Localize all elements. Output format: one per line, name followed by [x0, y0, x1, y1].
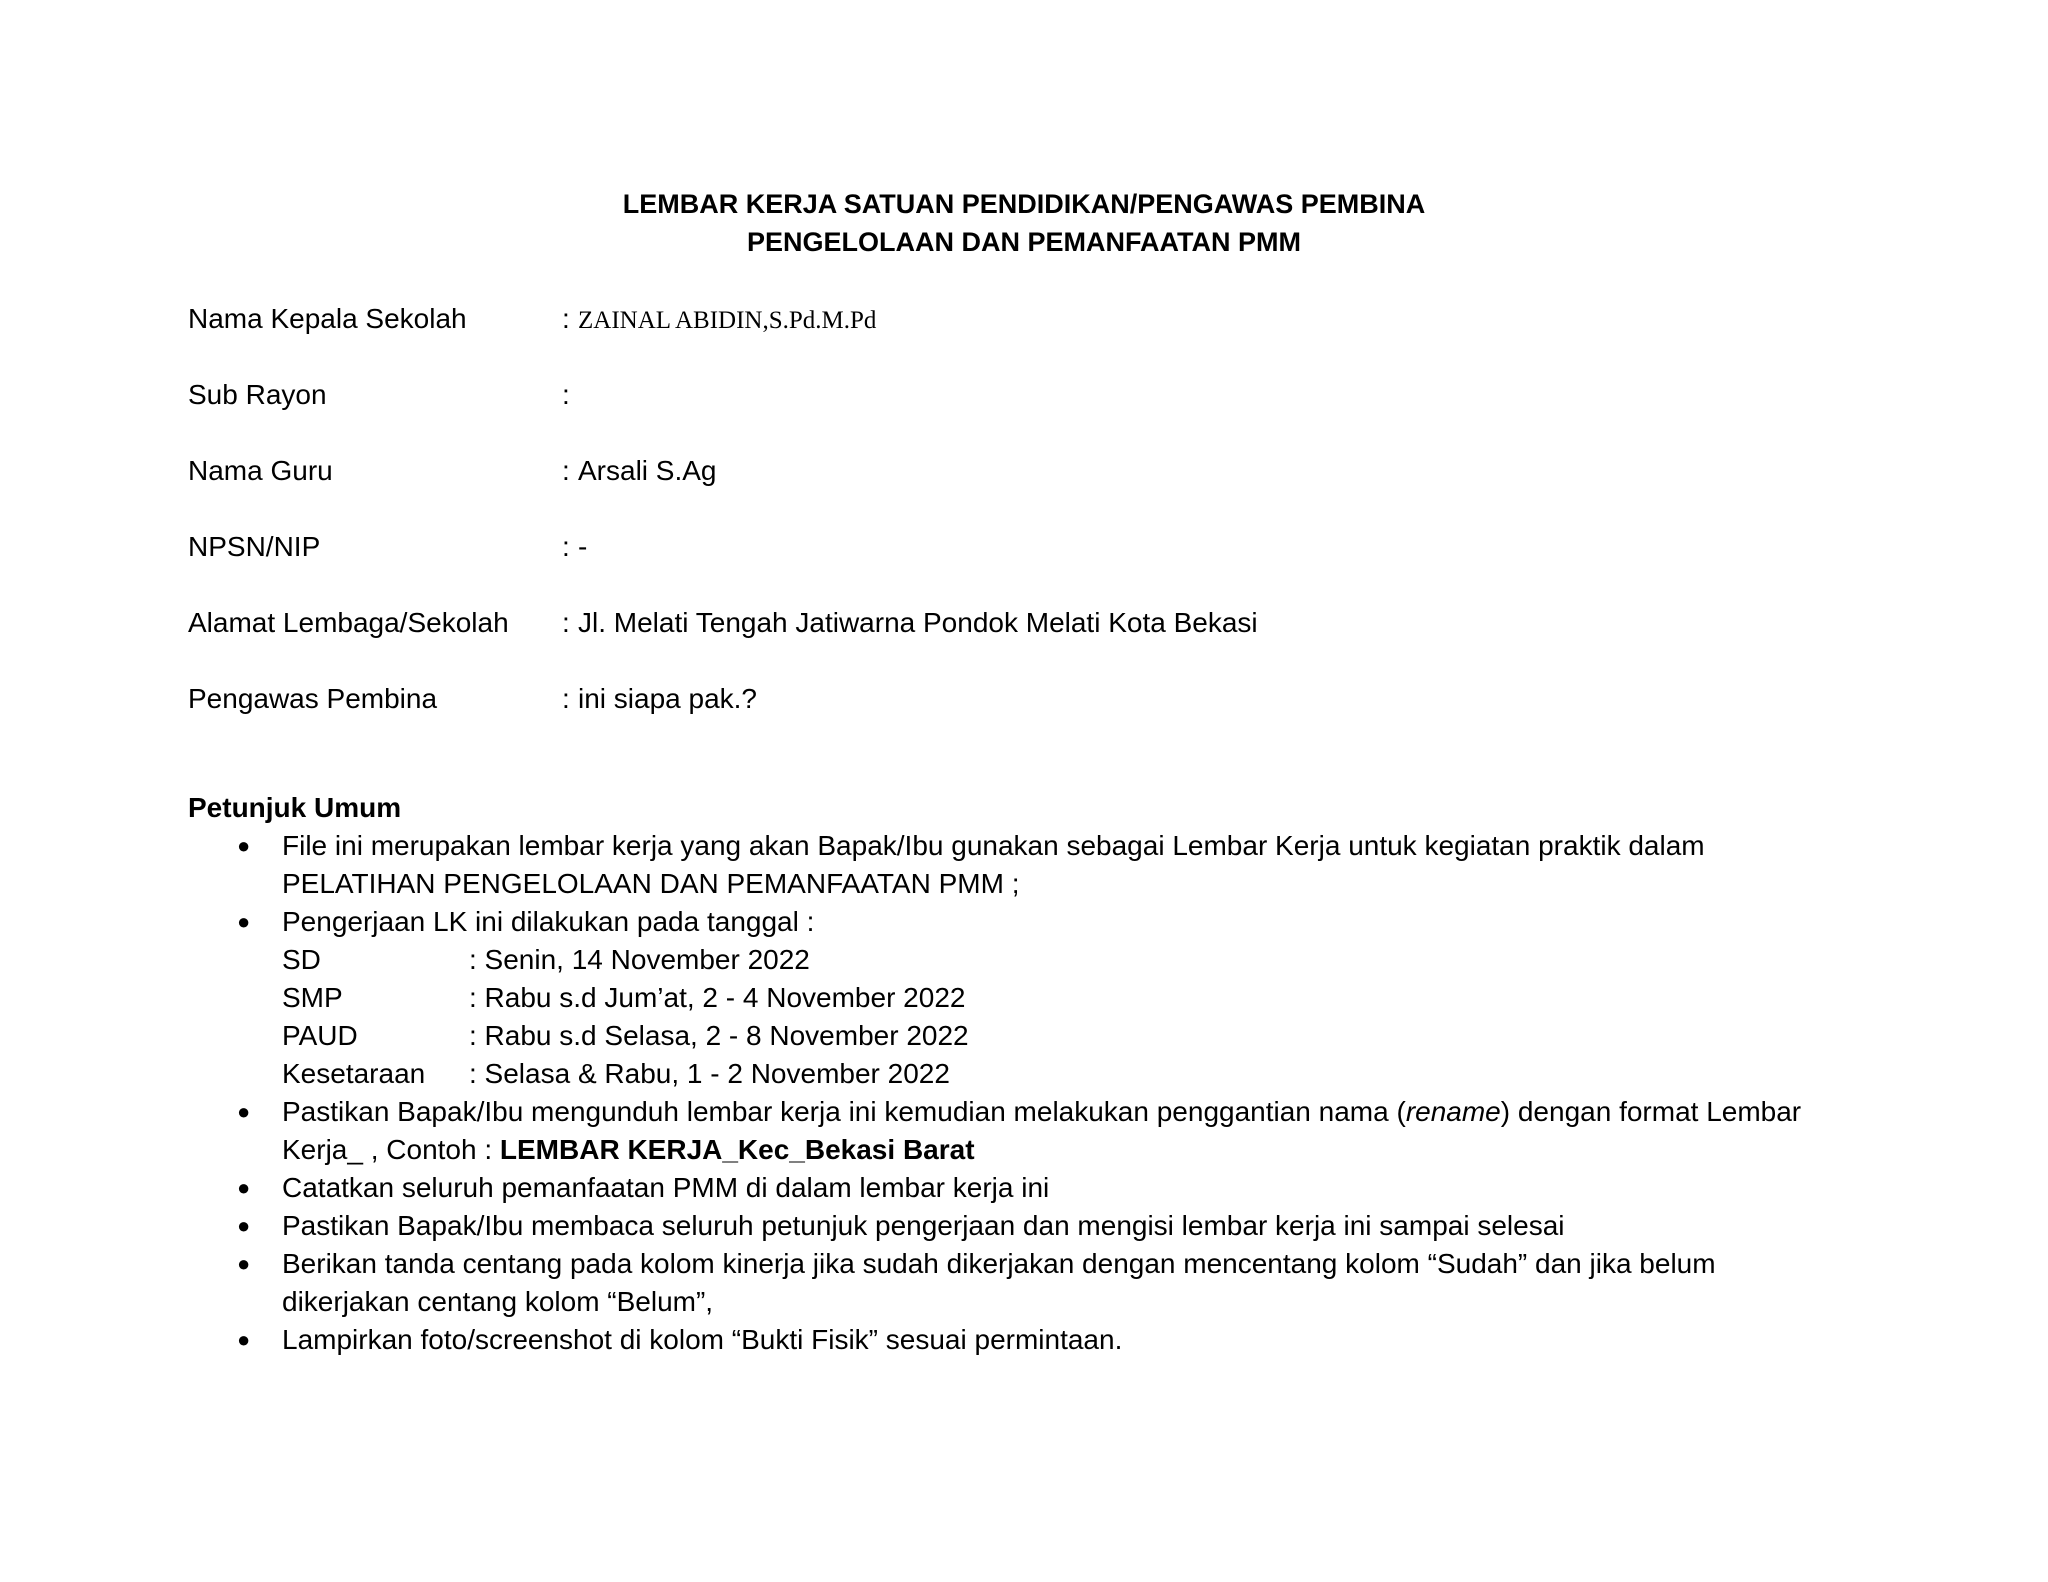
- bullet-icon: ●: [237, 1099, 251, 1124]
- document-title-line1: LEMBAR KERJA SATUAN PENDIDIKAN/PENGAWAS PEMBINA: [622, 189, 1426, 219]
- field-label: Alamat Lembaga/Sekolah: [188, 607, 509, 638]
- bullet-icon: ●: [237, 1175, 251, 1200]
- bullet-icon: ●: [237, 909, 251, 934]
- list-item: [0, 1245, 1842, 1321]
- field-label: Sub Rayon: [188, 379, 327, 410]
- list-item-text: Pengerjaan LK ini dilakukan pada tanggal :: [282, 906, 815, 937]
- field-colon: :: [562, 683, 570, 714]
- field-value: ini siapa pak.?: [578, 683, 758, 714]
- list-item: [0, 1207, 1842, 1245]
- field-value: -: [578, 531, 588, 562]
- instruction-list: [0, 827, 2048, 1359]
- list-item-text: Berikan tanda centang pada kolom kinerja jika sudah dikerjakan dengan mencentang kolom “Sudah” dan jika belum dikerjakan centang kolom “Belum”,: [282, 1248, 1716, 1317]
- field-label: Nama Kepala Sekolah: [188, 303, 467, 334]
- list-item: [0, 1169, 1842, 1207]
- list-item: [0, 827, 1842, 903]
- schedule-date: : Selasa & Rabu, 1 - 2 November 2022: [469, 1058, 950, 1089]
- list-item-text: Pastikan Bapak/Ibu mengunduh lembar kerja ini kemudian melakukan penggantian nama (: [282, 1096, 1406, 1127]
- field-colon: :: [562, 531, 570, 562]
- schedule-date: : Rabu s.d Selasa, 2 - 8 November 2022: [469, 1020, 969, 1051]
- field-value: Jl. Melati Tengah Jatiwarna Pondok Melati Kota Bekasi: [578, 607, 1258, 638]
- list-item-text: ) dengan format Lembar Kerja_ , Contoh :: [282, 1096, 1802, 1165]
- schedule-level: PAUD: [282, 1020, 358, 1051]
- list-item-text: Pastikan Bapak/Ibu membaca seluruh petunjuk pengerjaan dan mengisi lembar kerja ini sampai selesai: [282, 1210, 1565, 1241]
- bullet-icon: ●: [237, 1213, 251, 1238]
- schedule-level: Kesetaraan: [282, 1058, 426, 1089]
- field-label: NPSN/NIP: [188, 531, 321, 562]
- list-item-text: Lampirkan foto/screenshot di kolom “Bukti Fisik” sesuai permintaan.: [282, 1324, 1123, 1355]
- section-heading-petunjuk: Petunjuk Umum: [188, 792, 402, 823]
- field-label: Nama Guru: [188, 455, 333, 486]
- list-item: [0, 1321, 1842, 1359]
- bullet-icon: ●: [237, 1327, 251, 1352]
- filename-example: LEMBAR KERJA_Kec_Bekasi Barat: [499, 1134, 975, 1165]
- field-colon: :: [562, 455, 570, 486]
- bullet-icon: ●: [237, 833, 251, 858]
- schedule-level: SMP: [282, 982, 343, 1013]
- schedule-row: [282, 1017, 1842, 1055]
- bullet-icon: ●: [237, 1251, 251, 1276]
- schedule-row: [282, 979, 1842, 1017]
- field-colon: :: [562, 379, 570, 410]
- field-value: ZAINAL ABIDIN,S.Pd.M.Pd: [578, 307, 877, 334]
- field-label: Pengawas Pembina: [188, 683, 438, 714]
- schedule-date: : Rabu s.d Jum’at, 2 - 4 November 2022: [469, 982, 966, 1013]
- schedule-table: [282, 941, 1842, 1093]
- field-colon: :: [562, 607, 570, 638]
- list-item-text: Catatkan seluruh pemanfaatan PMM di dalam lembar kerja ini: [282, 1172, 1050, 1203]
- schedule-level: SD: [282, 944, 321, 975]
- schedule-date: : Senin, 14 November 2022: [469, 944, 810, 975]
- list-item-text: File ini merupakan lembar kerja yang akan Bapak/Ibu gunakan sebagai Lembar Kerja untuk kegiatan praktik dalam PELATIHAN PENGELOLAAN DAN PEMANFAATAN PMM ;: [282, 830, 1705, 899]
- field-value: Arsali S.Ag: [578, 455, 717, 486]
- schedule-row: [282, 941, 1842, 979]
- field-colon: :: [562, 303, 570, 334]
- list-item: [0, 1093, 1842, 1169]
- schedule-row: [282, 1055, 1842, 1093]
- rename-italic-text: rename: [1405, 1096, 1501, 1127]
- document-title-line2: PENGELOLAAN DAN PEMANFAATAN PMM: [747, 227, 1301, 257]
- list-item: [0, 903, 1842, 1093]
